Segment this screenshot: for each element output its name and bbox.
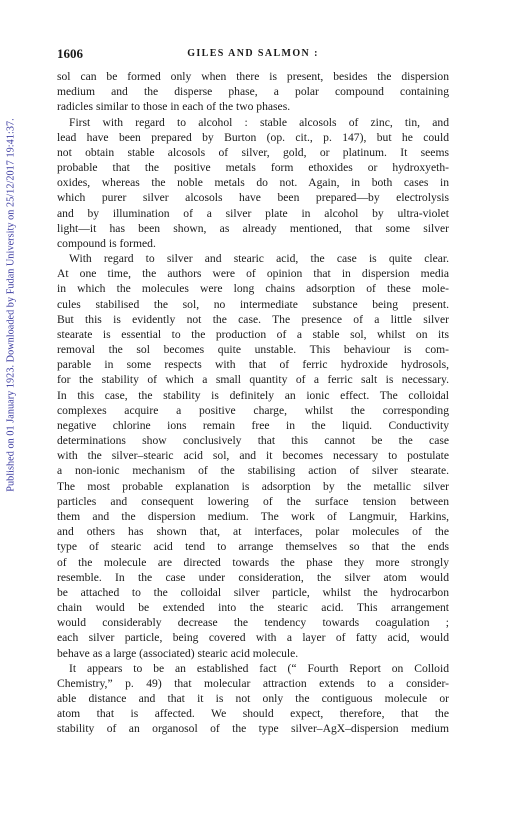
text-line: Chemistry,” p. 49) that molecular attraction extends to a consider- (57, 676, 449, 690)
text-line: cules stabilised the sol, no intermediate substance being present. (57, 297, 449, 311)
text-line: in which the molecules were long chains adsorption of these mole- (57, 282, 449, 296)
text-line: At one time, the authors were of opinion that in dispersion media (57, 267, 449, 281)
download-notice (4, 95, 18, 515)
text-line: determinations show conclusively that this cannot be the case (57, 434, 449, 448)
text-line: negative chlorine ions remain free in the liquid. Conductivity (57, 418, 449, 432)
text-line: The most probable explanation is adsorption by the metallic silver (57, 479, 449, 493)
page-number: 1606 (57, 46, 83, 61)
text-line: atom that is affected. We should expect, therefore, that the (57, 707, 449, 721)
download-notice-text: Published on 01 January 1923. Downloaded by Fudan University on 25/12/2017 19:41:37. (5, 118, 17, 492)
text-line: behave as a large (associated) stearic acid molecule. (57, 646, 299, 660)
text-line: stability of an organosol of the type silver–AgX–dispersion medium (57, 722, 449, 736)
text-line: be attached to the colloidal silver particle, whilst the hydrocarbon (57, 585, 449, 599)
text-line: not obtain stable alcosols of silver, gold, or platinum. It seems (57, 145, 449, 159)
page-header (57, 46, 449, 62)
text-line: for the stability of which a small quantity of a ferric salt is necessary. (57, 373, 449, 387)
text-line: which purer silver alcosols have been prepared—by electrolysis (57, 191, 449, 205)
running-title: GILES AND SALMON : (187, 48, 319, 59)
text-line: of the molecule are directed towards the phase they more strongly (57, 555, 449, 569)
text-line: stearate is essential to the production of a stable sol, whilst on its (57, 327, 449, 341)
text-line: probable that the positive metals form ethoxides or hydroxyeth- (57, 161, 449, 175)
text-line: would considerably decrease the tendency towards coagulation ; (57, 616, 449, 630)
text-line: First with regard to alcohol : stable alcosols of zinc, tin, and (69, 115, 449, 129)
text-line: each silver particle, being covered with a layer of fatty acid, would (57, 631, 449, 645)
text-line: In this case, the stability is definitely an ionic effect. The colloidal (57, 388, 449, 402)
text-line: light—it has been shown, as already mentioned, that some silver (57, 221, 449, 235)
text-line: a non-ionic mechanism of the stabilising action of silver stearate. (57, 464, 449, 478)
text-line: resemble. In the case under consideration, the silver atom would (57, 570, 449, 584)
text-line: oxides, whereas the noble metals do not. Again, in both cases in (57, 176, 449, 190)
text-line: It appears to be an established fact (“ Fourth Report on Colloid (69, 661, 449, 675)
text-line: and others has shown that, at interfaces, polar molecules of the (57, 525, 449, 539)
body-text (57, 69, 449, 737)
text-line: compound is formed. (57, 236, 156, 250)
text-line: and by illumination of a silver plate in alcohol by ultra-violet (57, 206, 449, 220)
text-line: chain would be extended into the stearic acid. This arrangement (57, 601, 449, 615)
text-line: complexes acquire a positive charge, whilst the corresponding (57, 403, 449, 417)
text-line: type of stearic acid tend to arrange themselves so that the ends (57, 540, 449, 554)
text-line: medium and the disperse phase, a polar compound containing (57, 85, 449, 99)
text-line: able distance and that it is not only the contiguous molecule or (57, 692, 449, 706)
text-line: sol can be formed only when there is present, besides the dispersion (57, 70, 449, 83)
text-line: parable in some respects with that of ferric hydroxide hydrosols, (57, 358, 449, 372)
text-line: particles and consequent lowering of the surface tension between (57, 494, 449, 508)
text-line: radicles similar to those in each of the two phases. (57, 100, 291, 114)
text-line: With regard to silver and stearic acid, the case is quite clear. (69, 252, 449, 266)
text-line: them and the dispersion medium. The work of Langmuir, Harkins, (57, 509, 449, 523)
text-line: But this is evidently not the case. The presence of a little silver (57, 312, 449, 326)
text-line: removal the sol becomes quite unstable. This behaviour is com- (57, 343, 449, 357)
text-line: lead have been prepared by Burton (op. cit., p. 147), but he could (57, 130, 449, 144)
text-line: with the silver–stearic acid sol, and it becomes necessary to postulate (57, 449, 449, 463)
